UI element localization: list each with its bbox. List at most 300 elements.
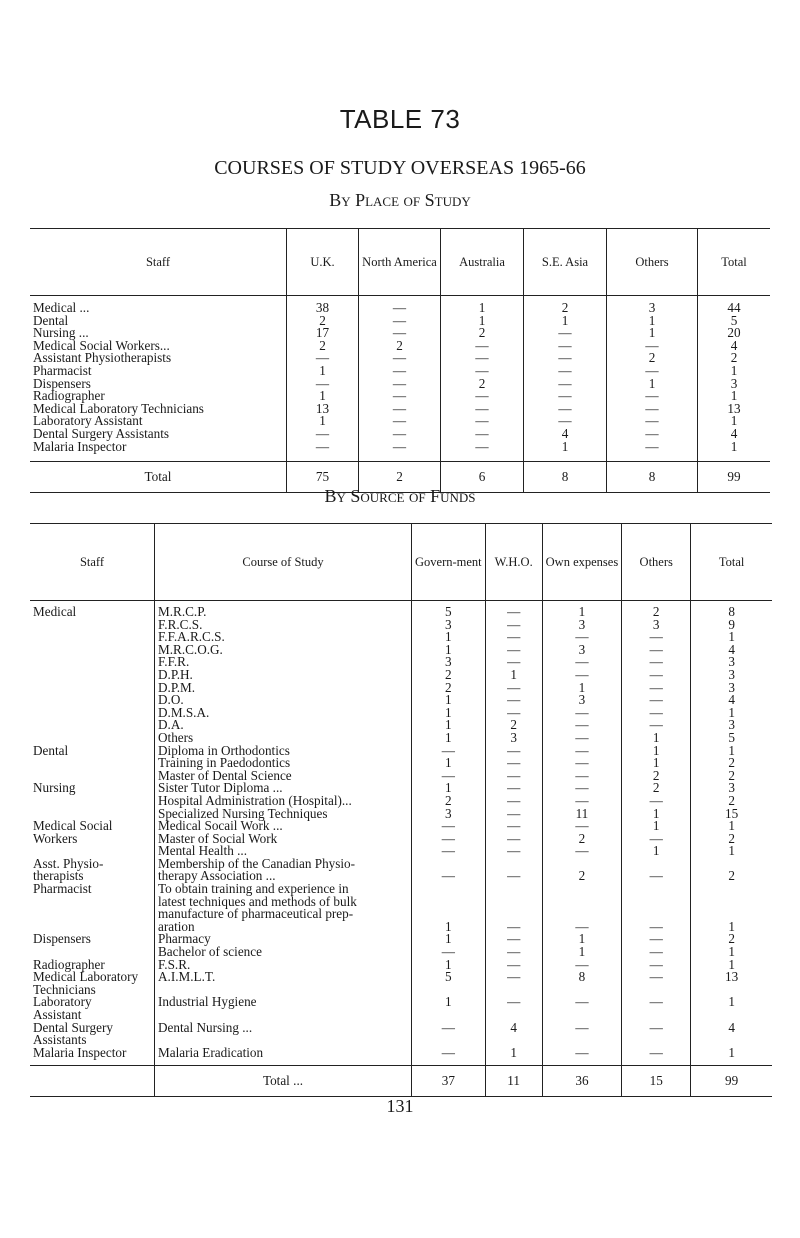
table-cell: 2 [691,795,772,808]
table-cell: 1 [691,845,772,858]
table-cell: 13 [691,971,772,984]
table-cell: — [412,833,486,846]
table-cell: — [359,352,441,365]
table-cell: 1 [542,946,622,959]
table-cell: 1 [622,808,691,821]
table-cell: — [622,946,691,959]
course-label: F.S.R. [155,959,412,972]
table-cell: — [287,441,359,462]
staff-label [30,896,155,909]
table-cell: — [524,403,607,416]
table-row [30,996,772,1009]
table-cell: 1 [412,782,486,795]
table-cell: — [524,415,607,428]
table-row [30,757,772,770]
table-cell: — [485,707,542,720]
table-cell: — [607,340,698,353]
table-cell: — [542,631,622,644]
table-cell: — [359,441,441,462]
staff-label: Assistant Physiotherapists [33,350,172,366]
total-cell: 2 [359,462,441,493]
table-cell: 1 [691,820,772,833]
section-heading-place: By Place of Study [329,190,471,210]
table-row [30,1022,772,1035]
table-cell: — [542,656,622,669]
table-cell: 2 [485,719,542,732]
table-cell: — [287,378,359,391]
table-cell: — [485,656,542,669]
table-cell: — [524,327,607,340]
table-cell: 3 [485,732,542,745]
staff-label: therapists [33,868,84,884]
staff-label: Radiographer [33,956,105,972]
table-cell: — [524,390,607,403]
table-cell: — [485,770,542,783]
table-cell: 1 [485,669,542,682]
table-cell: 2 [691,757,772,770]
table-cell: — [542,845,622,858]
table-header-row [30,524,772,601]
staff-label: Medical Laboratory Technicians [33,400,204,416]
table-cell: — [441,340,524,353]
table-row [30,808,772,821]
table-cell: — [622,870,691,883]
table-cell: 1 [412,694,486,707]
table-row [30,441,770,462]
table-cell: 5 [412,971,486,984]
table-cell: — [542,1047,622,1066]
staff-label: Medical Social [33,818,113,834]
table-cell: — [542,1022,622,1035]
table-cell: 15 [691,808,772,821]
table-cell: — [542,996,622,1009]
table-cell: 3 [607,296,698,315]
course-label: D.M.S.A. [155,707,412,720]
staff-label [30,644,155,657]
table-cell: 1 [412,719,486,732]
table-row [30,845,772,858]
table-title: TABLE 73 [339,104,461,134]
course-label: Others [155,732,412,745]
table-cell: — [622,921,691,934]
table-cell: — [485,631,542,644]
staff-label [30,669,155,682]
table-cell: 1 [691,707,772,720]
table-row [30,732,772,745]
table-cell: — [441,428,524,441]
table-cell: — [485,644,542,657]
staff-label [30,682,155,695]
total-spacer [30,1066,155,1097]
table-cell: 1 [524,441,607,462]
table-cell: 2 [691,933,772,946]
table-cell [691,896,772,909]
table-cell: — [412,1047,486,1066]
table-row [30,296,770,315]
table-cell: 1 [691,631,772,644]
table-cell: — [441,441,524,462]
table-cell: 1 [622,745,691,758]
table-cell: 3 [412,619,486,632]
table-cell: 1 [542,682,622,695]
course-label: Sister Tutor Diploma ... [155,782,412,795]
table-cell: 1 [412,933,486,946]
table-cell: 11 [542,808,622,821]
table-cell: — [412,820,486,833]
total-cell: 37 [412,1066,486,1097]
staff-label [30,631,155,644]
course-label: F.F.A.R.C.S. [155,631,412,644]
table-cell: — [412,870,486,883]
table-cell: 1 [691,946,772,959]
table-row [30,795,772,808]
column-header: Own expenses [542,524,622,601]
staff-label [30,757,155,770]
table-cell: 2 [412,682,486,695]
table-row [30,745,772,758]
column-header: Staff [30,229,287,296]
course-label: therapy Association ... [155,870,412,883]
table-cell: 1 [485,1047,542,1066]
total-cell: 99 [698,462,771,493]
table-cell: — [542,820,622,833]
table-cell: 2 [287,340,359,353]
course-label: Training in Paedodontics [155,757,412,770]
table-cell: 1 [412,631,486,644]
table-cell: 1 [412,732,486,745]
table-cell: 1 [441,315,524,328]
staff-label: Dispensers [33,931,91,947]
table-cell: 9 [691,619,772,632]
course-label: Malaria Eradication [155,1047,412,1066]
table-cell: — [542,732,622,745]
table-cell: — [607,428,698,441]
table-cell: — [622,694,691,707]
column-header: W.H.O. [485,524,542,601]
course-label: Master of Dental Science [155,770,412,783]
staff-label: Medical [33,604,77,619]
table-cell: 13 [698,403,771,416]
course-label: Master of Social Work [155,833,412,846]
column-header: Australia [441,229,524,296]
table-cell: 1 [691,921,772,934]
table-cell: 2 [412,669,486,682]
table-cell: 4 [524,428,607,441]
total-cell: 36 [542,1066,622,1097]
table-cell: 3 [412,808,486,821]
table-cell [412,883,486,896]
table-cell: 3 [622,619,691,632]
table-cell: 1 [412,996,486,1009]
table-cell: 1 [698,441,771,462]
staff-label [30,619,155,632]
staff-label: Assistant [33,1007,82,1022]
table-cell: — [607,441,698,462]
table-cell: 2 [691,770,772,783]
staff-label: Assistants [33,1032,87,1048]
table-cell: 2 [691,870,772,883]
course-label: To obtain training and experience in [155,883,412,896]
table-cell: — [542,795,622,808]
table-cell [622,883,691,896]
table-cell: — [622,644,691,657]
staff-label: Pharmacist [33,362,92,378]
column-header: North America [359,229,441,296]
table-cell: — [359,415,441,428]
table-cell: — [441,352,524,365]
table-cell: 2 [359,340,441,353]
table-cell: — [622,795,691,808]
course-label: latest techniques and methods of bulk [155,896,412,909]
course-label: Bachelor of science [155,946,412,959]
course-label: D.O. [155,694,412,707]
table-cell: 1 [691,745,772,758]
table-subtitle: COURSES OF STUDY OVERSEAS 1965-66 [214,157,586,179]
table-cell: — [524,378,607,391]
table-cell: 2 [698,352,771,365]
table-cell: — [412,845,486,858]
course-label: F.R.C.S. [155,619,412,632]
table-cell: 13 [287,403,359,416]
column-header: Course of Study [155,524,412,601]
table-cell: — [485,682,542,695]
staff-label: Medical Laboratory [33,969,139,985]
course-label: manufacture of pharmaceutical prep- [155,908,412,921]
table-cell: — [622,707,691,720]
table-cell: — [485,870,542,883]
table-cell: 2 [607,352,698,365]
table-row [30,883,772,896]
table-cell: — [485,745,542,758]
table-cell: — [485,933,542,946]
staff-label: Workers [33,830,78,846]
staff-label: Dental [33,312,69,328]
table-cell: — [485,996,542,1009]
table-cell: — [524,340,607,353]
table-cell: — [542,770,622,783]
table-cell: 1 [698,390,771,403]
table-cell: 5 [412,601,486,619]
column-header: U.K. [287,229,359,296]
table-cell: — [622,631,691,644]
table-cell: — [485,694,542,707]
table-cell: 1 [412,644,486,657]
table-cell: 1 [412,707,486,720]
table-cell: — [359,390,441,403]
table-cell: — [607,390,698,403]
table-cell: 1 [287,365,359,378]
staff-label: Malaria Inspector [33,1044,127,1060]
table-cell: — [542,745,622,758]
table-cell: 2 [412,795,486,808]
table-cell: 2 [542,870,622,883]
table-cell: 44 [698,296,771,315]
table-cell: 4 [698,340,771,353]
staff-label [30,719,155,732]
total-cell: 8 [524,462,607,493]
table-cell: — [542,782,622,795]
staff-label: Pharmacist [33,881,92,897]
course-label: Hospital Administration (Hospital)... [155,795,412,808]
table-cell: — [607,415,698,428]
table-cell: 1 [691,1047,772,1066]
table-cell: 1 [287,415,359,428]
staff-label [30,707,155,720]
total-cell: 8 [607,462,698,493]
course-label: D.P.H. [155,669,412,682]
table-cell: — [441,365,524,378]
table-cell: — [622,996,691,1009]
table-row [30,719,772,732]
table-cell: 1 [698,365,771,378]
table-cell: 1 [607,327,698,340]
table-cell: 4 [691,644,772,657]
table-cell [412,896,486,909]
table-cell [622,896,691,909]
table-cell: 4 [698,428,771,441]
table-cell: 5 [698,315,771,328]
table-cell: 4 [691,694,772,707]
table-cell: — [359,296,441,315]
table-cell: 1 [691,959,772,972]
table-cell: 1 [622,732,691,745]
table-cell: — [622,1047,691,1066]
table-cell: — [485,820,542,833]
staff-label: Medical ... [33,300,90,315]
source-of-funds-table [30,523,772,1097]
table-cell: 1 [441,296,524,315]
course-label: M.R.C.O.G. [155,644,412,657]
table-cell: 1 [524,315,607,328]
course-label: Pharmacy [155,933,412,946]
table-row [30,971,772,984]
table-cell: 1 [622,820,691,833]
table-cell: — [485,921,542,934]
table-cell: — [412,770,486,783]
table-cell: 3 [691,656,772,669]
table-row [30,896,772,909]
table-cell: 5 [691,732,772,745]
table-cell: — [607,365,698,378]
column-header: Total [691,524,772,601]
table-cell: 2 [524,296,607,315]
table-cell: — [622,971,691,984]
total-cell: 99 [691,1066,772,1097]
table-cell: 1 [622,757,691,770]
table-cell: 8 [691,601,772,619]
table-cell: 1 [412,757,486,770]
table-cell: 1 [698,415,771,428]
total-cell: 75 [287,462,359,493]
staff-label: Laboratory [33,994,92,1010]
table-cell: — [542,719,622,732]
table-cell: — [485,757,542,770]
table-cell: 1 [287,390,359,403]
table-cell: — [287,428,359,441]
table-cell: 1 [622,845,691,858]
total-cell: 15 [622,1066,691,1097]
course-label: D.A. [155,719,412,732]
table-cell [691,883,772,896]
staff-label: Technicians [33,981,96,997]
table-row [30,601,772,619]
table-cell: 4 [691,1022,772,1035]
table-cell: — [524,352,607,365]
course-label: Diploma in Orthodontics [155,745,412,758]
table-cell: 3 [542,619,622,632]
table-cell: 1 [412,921,486,934]
table-cell: — [485,601,542,619]
table-cell: 20 [698,327,771,340]
course-label: Membership of the Canadian Physio- [155,858,412,871]
table-cell: — [441,390,524,403]
staff-label: Nursing ... [33,325,89,341]
staff-label: Radiographer [33,388,105,404]
staff-label: Dental [33,742,69,758]
table-cell: — [359,403,441,416]
table-cell: 17 [287,327,359,340]
column-header: S.E. Asia [524,229,607,296]
section-heading-funds: By Source of Funds [324,486,476,506]
table-cell: — [622,1022,691,1035]
column-header: Staff [30,524,155,601]
column-header: Others [622,524,691,601]
table-cell: 1 [607,315,698,328]
table-cell: 3 [691,682,772,695]
table-cell: — [359,315,441,328]
table-cell: — [485,959,542,972]
table-cell: — [622,719,691,732]
table-cell: — [485,782,542,795]
table-row [30,870,772,883]
table-cell: 3 [691,719,772,732]
table-cell: 1 [542,933,622,946]
table-cell [485,883,542,896]
table-cell [542,883,622,896]
table-cell: — [359,365,441,378]
table-cell: — [524,365,607,378]
table-cell: — [359,428,441,441]
table-cell: 3 [412,656,486,669]
course-label: Industrial Hygiene [155,996,412,1009]
table-row [30,1047,772,1066]
table-cell: 3 [542,694,622,707]
staff-label: Nursing [33,780,76,796]
table-cell: 2 [622,601,691,619]
table-cell: 2 [287,315,359,328]
table-cell: — [485,833,542,846]
table-cell: — [542,669,622,682]
table-cell: — [485,808,542,821]
table-cell: 2 [542,833,622,846]
staff-label [30,908,155,921]
course-label: Mental Health ... [155,845,412,858]
staff-label: Laboratory Assistant [33,413,143,429]
course-label: A.I.M.L.T. [155,971,412,984]
table-cell: 1 [691,996,772,1009]
course-label: aration [155,921,412,934]
table-cell: 1 [607,378,698,391]
staff-label: Asst. Physio- [33,855,104,871]
table-cell: 2 [622,770,691,783]
total-row [30,1066,772,1097]
total-cell: 6 [441,462,524,493]
course-label: Specialized Nursing Techniques [155,808,412,821]
column-header: Total [698,229,771,296]
course-label: Dental Nursing ... [155,1022,412,1035]
table-cell: 3 [691,782,772,795]
table-cell: 38 [287,296,359,315]
